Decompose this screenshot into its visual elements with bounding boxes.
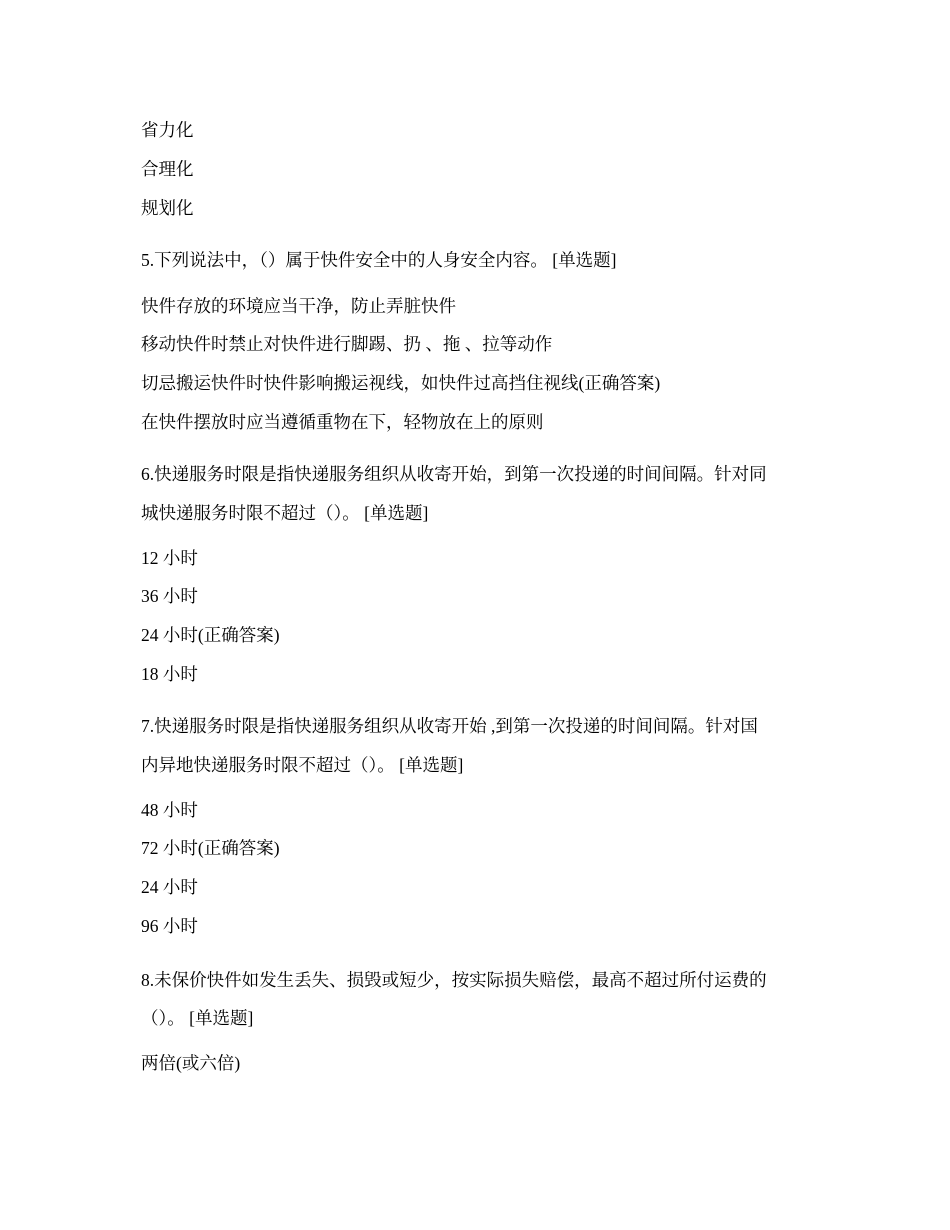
option-line: 72 小时(正确答案) [141,838,280,858]
option-line: 快件存放的环境应当干净，防止弄脏快件 [141,296,456,316]
option-line: 规划化 [141,198,194,218]
option-line: 省力化 [141,120,194,140]
option-line: 合理化 [141,159,194,179]
option-line: 96 小时 [141,916,198,936]
question-8-line-2: （）。 [单选题] [141,1008,254,1028]
question-5: 5.下列说法中，（）属于快件安全中的人身安全内容。 [单选题] [141,250,617,270]
option-line: 24 小时(正确答案) [141,625,280,645]
question-7-line-1: 7.快递服务时限是指快递服务组织从收寄开始 ,到第一次投递的时间间隔。针对国 [141,716,758,736]
option-line: 36 小时 [141,586,198,606]
option-line: 在快件摆放时应当遵循重物在下，轻物放在上的原则 [141,412,544,432]
option-line: 移动快件时禁止对快件进行脚踢、扔 、拖 、拉等动作 [141,334,553,354]
question-7-line-2: 内异地快递服务时限不超过（）。 [单选题] [141,755,464,775]
question-8-line-1: 8.未保价快件如发生丢失、损毁或短少，按实际损失赔偿，最高不超过所付运费的 [141,970,767,990]
question-6-line-1: 6.快递服务时限是指快递服务组织从收寄开始，到第一次投递的时间间隔。针对同 [141,464,767,484]
option-line: 12 小时 [141,548,198,568]
option-line: 18 小时 [141,664,198,684]
option-line: 48 小时 [141,800,198,820]
option-line: 切忌搬运快件时快件影响搬运视线，如快件过高挡住视线(正确答案) [141,373,661,393]
option-line: 两倍(或六倍) [141,1053,241,1073]
question-6-line-2: 城快递服务时限不超过（）。 [单选题] [141,503,429,523]
option-line: 24 小时 [141,877,198,897]
